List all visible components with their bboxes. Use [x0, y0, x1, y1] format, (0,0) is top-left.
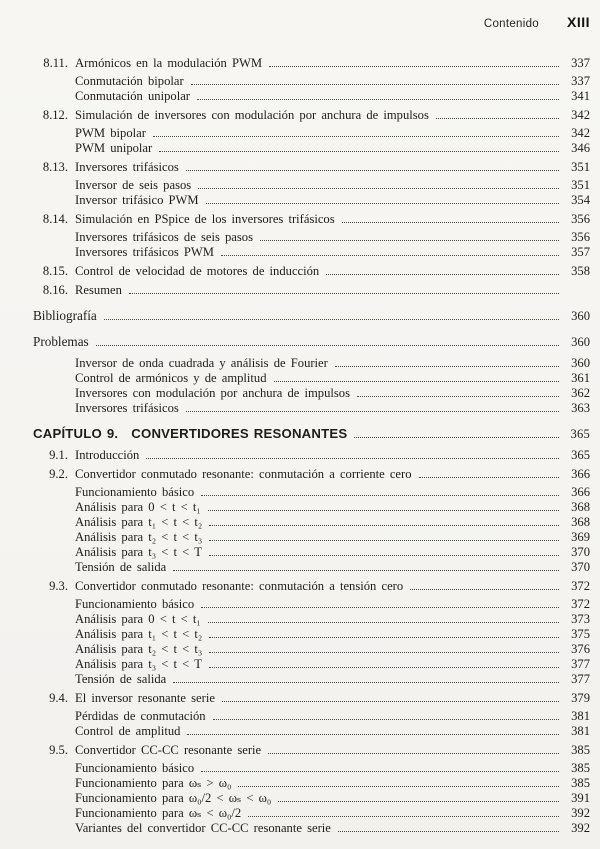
toc-entry-title: Inversores trifásicos de seis pasos — [75, 230, 253, 244]
toc-entry-number: 8.16. — [42, 283, 68, 297]
toc-entry — [33, 467, 590, 482]
toc-entry — [33, 426, 590, 442]
toc-entry-number: 9.1. — [49, 448, 68, 462]
dot-leader — [268, 752, 559, 754]
toc-entry-title: Análisis para t₃ < t < T — [75, 657, 202, 671]
toc-entry-page: 357 — [571, 245, 590, 259]
toc-entry-title: Simulación en PSpice de los inversores trifásicos — [75, 212, 335, 226]
toc-entry-page: 356 — [571, 212, 590, 226]
toc-entry-title: Análisis para t₁ < t < t₂ — [75, 627, 203, 641]
toc-entry-title: Tensión de salida — [75, 560, 167, 574]
dot-leader — [186, 169, 559, 171]
toc-entry-title: Inversores con modulación por anchura de impulsos — [75, 386, 350, 400]
toc-entry-title: Problemas — [33, 334, 89, 349]
dot-leader — [278, 800, 559, 802]
dot-leader — [173, 569, 559, 571]
toc-entry-page: 375 — [571, 627, 590, 641]
toc-entry-title: Tensión de salida — [75, 672, 167, 686]
toc-entry-page: 358 — [571, 264, 590, 278]
toc-entry — [33, 178, 590, 193]
page-number: XIII — [566, 14, 590, 30]
toc-entry-title: Análisis para t₂ < t < t₃ — [75, 642, 203, 656]
toc-entry-title: CONVERTIDORES RESONANTES — [131, 426, 348, 441]
toc-entry — [33, 386, 590, 401]
toc-entry — [33, 74, 590, 89]
dot-leader — [342, 221, 559, 223]
toc-entry-page: 392 — [571, 806, 590, 820]
toc-entry — [33, 560, 590, 575]
toc-entry-title: Funcionamiento básico — [75, 597, 195, 611]
toc-entry-title: Funcionamiento básico — [75, 485, 195, 499]
toc-entry-title: Inversores trifásicos PWM — [75, 245, 215, 259]
dot-leader — [96, 344, 559, 346]
toc-entry-title: Conmutación bipolar — [75, 74, 184, 88]
dot-leader — [209, 524, 559, 526]
dot-leader — [208, 621, 559, 623]
toc-entry — [33, 141, 590, 156]
dot-leader — [222, 700, 559, 702]
toc-entry-title: Control de velocidad de motores de inducción — [75, 264, 320, 278]
toc-entry-title: Análisis para t₂ < t < t₃ — [75, 530, 203, 544]
dot-leader — [146, 457, 559, 459]
toc-entry-page: 368 — [571, 500, 590, 514]
toc-entry-page: 341 — [571, 89, 590, 103]
dot-leader — [129, 292, 559, 294]
dot-leader — [159, 150, 559, 152]
toc-entry-page: 392 — [571, 821, 590, 835]
dot-leader — [209, 666, 559, 668]
toc-entry-page: 365 — [570, 427, 590, 441]
dot-leader — [274, 380, 559, 382]
dot-leader — [197, 98, 559, 100]
toc-entry — [33, 691, 590, 706]
toc-entry — [33, 371, 590, 386]
dot-leader — [221, 254, 559, 256]
toc-entry — [33, 709, 590, 724]
toc-entry — [33, 108, 590, 123]
toc-entry-number: 9.4. — [49, 691, 68, 705]
dot-leader — [338, 830, 559, 832]
toc-entry-page: 370 — [571, 545, 590, 559]
toc-entry-title: Inversor trifásico PWM — [75, 193, 199, 207]
dot-leader — [173, 681, 559, 683]
toc-entry-title: PWM unipolar — [75, 141, 153, 155]
toc-entry-page: 360 — [571, 335, 590, 349]
toc-entry-page: 363 — [571, 401, 590, 415]
toc-entry-page: 360 — [571, 356, 590, 370]
toc-entry-title: Armónicos en la modulación PWM — [75, 56, 263, 70]
toc-entry-page: 381 — [571, 709, 590, 723]
toc-entry — [33, 515, 590, 530]
toc-entry-page: 369 — [571, 530, 590, 544]
toc-entry-title: Análisis para 0 < t < t₁ — [75, 500, 201, 514]
toc-entry — [33, 806, 590, 821]
running-title: Contenido — [483, 18, 539, 30]
toc-entry-title: Inversor de onda cuadrada y análisis de Fourier — [75, 356, 328, 370]
toc-entry — [33, 245, 590, 260]
dot-leader — [186, 410, 559, 412]
dot-leader — [269, 65, 559, 67]
toc-entry — [33, 776, 590, 791]
toc-entry-page: 346 — [571, 141, 590, 155]
toc-entry-title: Funcionamiento para ωₛ > ω₀ — [75, 776, 232, 790]
toc-entry — [33, 126, 590, 141]
dot-leader — [248, 815, 559, 817]
toc-entry — [33, 500, 590, 515]
toc-entry-page: 376 — [571, 642, 590, 656]
toc-entry-title: Convertidor CC-CC resonante serie — [75, 743, 262, 757]
toc-entry — [33, 743, 590, 758]
toc-entry — [33, 612, 590, 627]
toc-entry — [33, 724, 590, 739]
toc-entry — [33, 672, 590, 687]
toc-entry — [33, 761, 590, 776]
toc-entry — [33, 579, 590, 594]
toc-entry-page: 370 — [571, 560, 590, 574]
toc-entry-title: Análisis para t₁ < t < t₂ — [75, 515, 203, 529]
toc-entry-title: PWM bipolar — [75, 126, 146, 140]
toc-entry-page: 356 — [571, 230, 590, 244]
toc-entry-page: 373 — [571, 612, 590, 626]
toc-entry-title: Convertidor conmutado resonante: conmutación a corriente cero — [75, 467, 412, 481]
dot-leader — [260, 239, 559, 241]
toc-entry-page: 372 — [571, 597, 590, 611]
toc-entry-title: Introducción — [75, 448, 140, 462]
dot-leader — [209, 539, 559, 541]
toc-entry-number: CAPÍTULO 9. — [33, 426, 119, 441]
toc-entry-page: 337 — [571, 56, 590, 70]
toc-entry — [33, 264, 590, 279]
toc-entry-title: El inversor resonante serie — [75, 691, 215, 705]
toc-entry-page: 365 — [571, 448, 590, 462]
toc-entry — [33, 212, 590, 227]
toc-entry-page: 372 — [571, 579, 590, 593]
toc-entry-number: 8.13. — [42, 160, 68, 174]
toc-entry-number: 8.11. — [43, 56, 68, 70]
toc-entry — [33, 485, 590, 500]
dot-leader — [153, 135, 559, 137]
dot-leader — [201, 770, 559, 772]
toc-entry — [33, 448, 590, 463]
toc-entry-page: 342 — [571, 108, 590, 122]
toc-entry-title: Inversor de seis pasos — [75, 178, 192, 192]
toc-entry-number: 9.5. — [49, 743, 68, 757]
dot-leader — [335, 365, 559, 367]
dot-leader — [354, 436, 559, 438]
dot-leader — [209, 636, 559, 638]
dot-leader — [419, 476, 559, 478]
toc-entry-page: 366 — [571, 485, 590, 499]
dot-leader — [198, 187, 559, 189]
toc-entry — [33, 401, 590, 416]
toc-entry-page: 377 — [571, 657, 590, 671]
toc-entry-title: Convertidor conmutado resonante: conmutación a tensión cero — [75, 579, 404, 593]
toc-entry-page: 385 — [571, 761, 590, 775]
toc-entry — [33, 334, 590, 350]
toc-entry-number: 8.12. — [42, 108, 68, 122]
toc-entry — [33, 597, 590, 612]
toc-entry — [33, 791, 590, 806]
dot-leader — [357, 395, 559, 397]
toc-entry-number: 9.2. — [49, 467, 68, 481]
toc-entry — [33, 283, 590, 298]
toc-entry-page: 354 — [571, 193, 590, 207]
page-header — [33, 14, 590, 30]
toc-entry-page: 366 — [571, 467, 590, 481]
dot-leader — [201, 606, 559, 608]
toc-entry-number: 8.14. — [42, 212, 68, 226]
toc-entry-page: 385 — [571, 743, 590, 757]
toc-entry-title: Inversores trifásicos — [75, 160, 179, 174]
toc-entry-title: Funcionamiento básico — [75, 761, 195, 775]
toc-entry — [33, 642, 590, 657]
toc-entry-page: 381 — [571, 724, 590, 738]
dot-leader — [213, 718, 559, 720]
toc-entry — [33, 530, 590, 545]
toc-entry-title: Análisis para t₃ < t < T — [75, 545, 202, 559]
toc-entry-page: 391 — [571, 791, 590, 805]
toc-entry — [33, 56, 590, 71]
dot-leader — [206, 202, 559, 204]
toc-entry-title: Resumen — [75, 283, 122, 297]
dot-leader — [238, 785, 559, 787]
dot-leader — [208, 509, 559, 511]
toc-entry-title: Pérdidas de conmutación — [75, 709, 206, 723]
toc-entry — [33, 356, 590, 371]
toc-entry-title: Control de amplitud — [75, 724, 181, 738]
toc-entry — [33, 545, 590, 560]
dot-leader — [187, 733, 559, 735]
toc-entry-page: 361 — [571, 371, 590, 385]
toc-entry-title: Funcionamiento para ω₀/2 < ωₛ < ω₀ — [75, 791, 272, 805]
toc-entry-title: Funcionamiento para ωₛ < ω₀/2 — [75, 806, 242, 820]
toc-entry-title: Control de armónicos y de amplitud — [75, 371, 267, 385]
toc-entry-title: Variantes del convertidor CC-CC resonante serie — [75, 821, 331, 835]
toc-entry-page: 342 — [571, 126, 590, 140]
toc-entry-page: 337 — [571, 74, 590, 88]
toc-entry-title: Análisis para 0 < t < t₁ — [75, 612, 201, 626]
dot-leader — [436, 117, 559, 119]
toc-entry-title: Conmutación unipolar — [75, 89, 190, 103]
toc-entry-page: 360 — [571, 309, 590, 323]
toc-entry-page: 362 — [571, 386, 590, 400]
toc-entry-page: 351 — [571, 160, 590, 174]
dot-leader — [191, 83, 559, 85]
toc-entry — [33, 89, 590, 104]
dot-leader — [104, 318, 559, 320]
toc-entry-title: Inversores trifásicos — [75, 401, 179, 415]
toc-entry — [33, 657, 590, 672]
toc-list — [33, 30, 590, 836]
toc-entry-number: 8.15. — [42, 264, 68, 278]
dot-leader — [201, 494, 559, 496]
dot-leader — [326, 273, 559, 275]
toc-entry-page: 368 — [571, 515, 590, 529]
dot-leader — [209, 651, 559, 653]
toc-entry-page: 385 — [571, 776, 590, 790]
toc-entry — [33, 308, 590, 324]
toc-entry — [33, 821, 590, 836]
toc-entry-title: Simulación de inversores con modulación por anchura de impulsos — [75, 108, 429, 122]
toc-entry-number: 9.3. — [49, 579, 68, 593]
toc-entry-page: 379 — [571, 691, 590, 705]
dot-leader — [209, 554, 559, 556]
dot-leader — [410, 588, 559, 590]
toc-entry — [33, 627, 590, 642]
toc-entry-page: 377 — [571, 672, 590, 686]
toc-entry-page: 351 — [571, 178, 590, 192]
toc-entry — [33, 160, 590, 175]
toc-entry — [33, 230, 590, 245]
toc-entry-title: Bibliografía — [33, 308, 97, 323]
toc-entry — [33, 193, 590, 208]
